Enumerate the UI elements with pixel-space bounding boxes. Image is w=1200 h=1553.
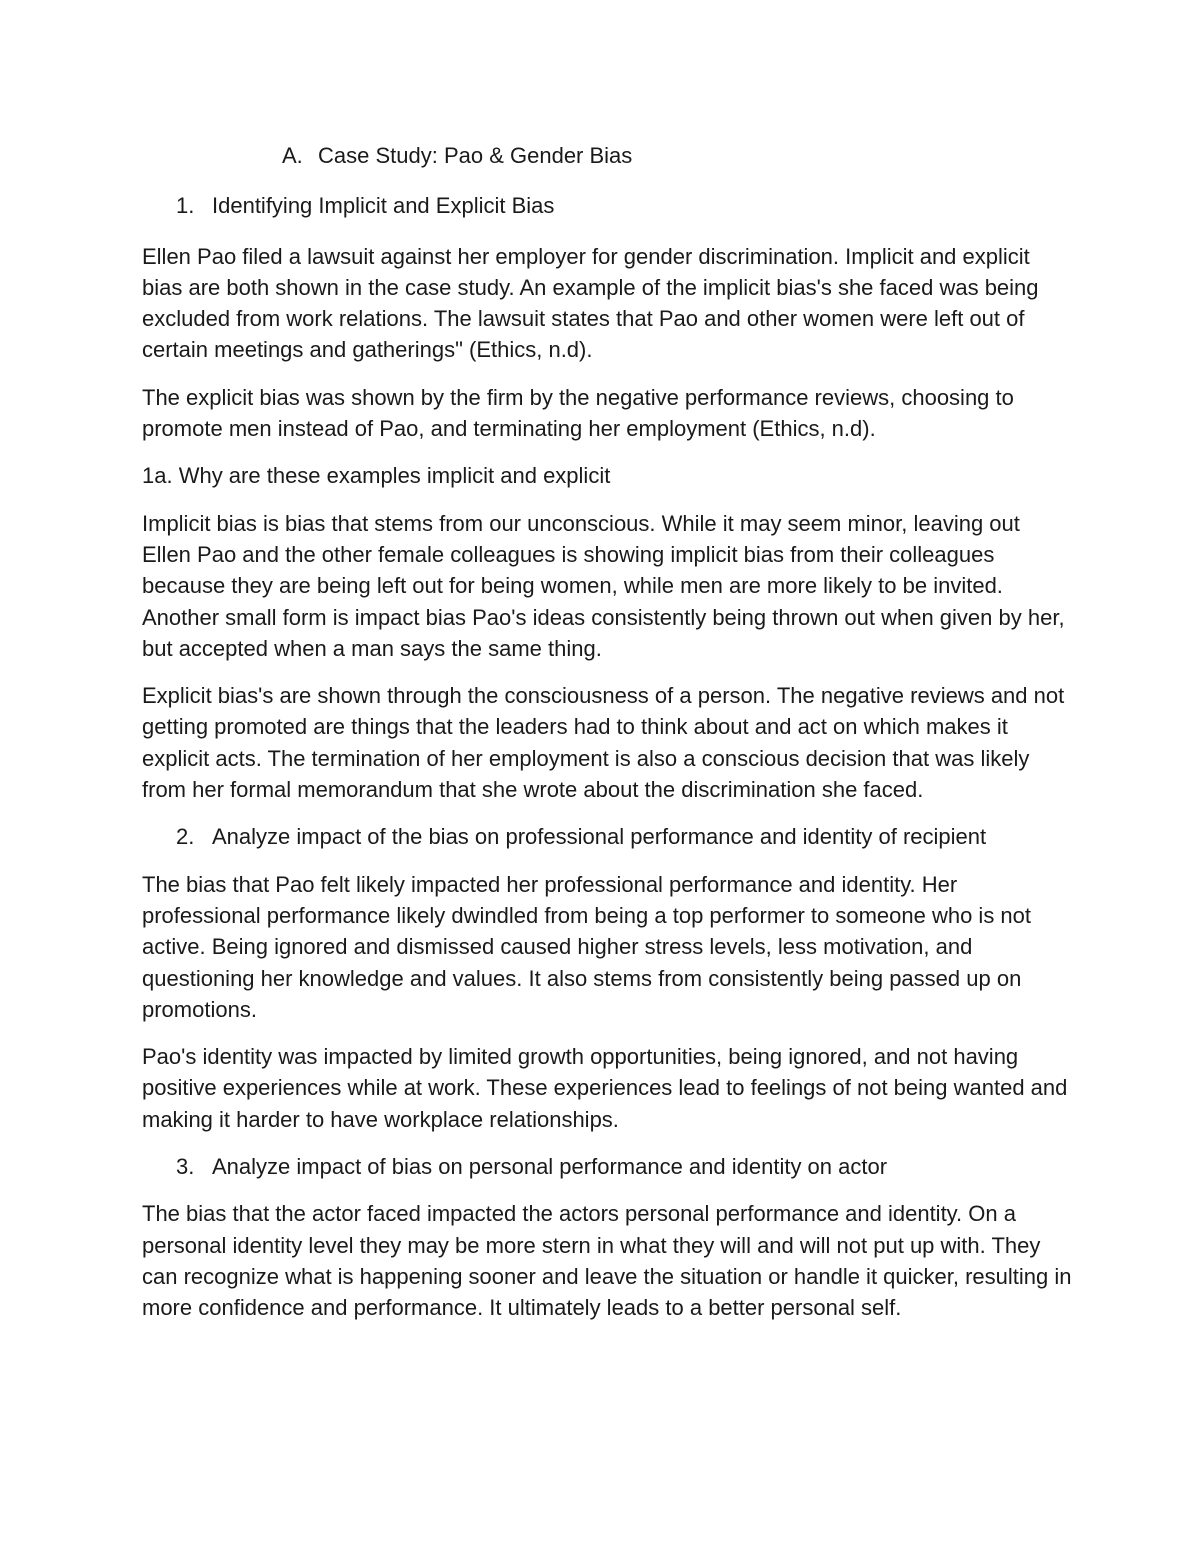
paragraph-1: Ellen Pao filed a lawsuit against her employer for gender discrimination. Implicit and explicit bias are both shown in the case study. An example of the implicit bias's she faced was being excluded from work relations. The lawsuit states that Pao and other women were left out of certain meetings and gatherings" (Ethics, n.d). <box>142 243 1039 363</box>
question-heading-2 <box>142 821 1072 852</box>
question-heading-1 <box>142 190 1072 221</box>
question-heading-3 <box>142 1151 1072 1182</box>
paragraph-7: The bias that the actor faced impacted the actors personal performance and identity. On a personal identity level they may be more stern in what they will and will not put up with. They can recognize what is happening sooner and leave the situation or handle it quicker, resulting in more confidence and performance. It ultimately leads to a better personal self. <box>142 1201 1072 1321</box>
paragraph-5: The bias that Pao felt likely impacted her professional performance and identity. Her professional performance likely dwindled from being a top performer to someone who is not active. Being ignored and dismissed caused higher stress levels, less motivation, and questioning her knowledge and values. It also stems from consistently being passed up on promotions. <box>142 871 1032 1022</box>
section-heading-a <box>142 140 1072 171</box>
question-title: Identifying Implicit and Explicit Bias <box>212 193 555 219</box>
paragraph-3: Implicit bias is bias that stems from our unconscious. While it may seem minor, leaving out Ellen Pao and the other female colleagues is showing implicit bias from their colleagues because they are being left out for being women, while men are more likely to be invited. Another small form is impact bias Pao's ideas consistently being thrown out when given by her, but accepted when a man says the same thing. <box>142 510 1065 661</box>
question-heading-1a: 1a. Why are these examples implicit and explicit <box>142 463 611 489</box>
paragraph-6: Pao's identity was impacted by limited growth opportunities, being ignored, and not having positive experiences while at work. These experiences lead to feelings of not being wanted and making it harder to have workplace relationships. <box>142 1044 1068 1132</box>
question-title: Analyze impact of the bias on professional performance and identity of recipient <box>212 824 987 850</box>
question-marker: 1. <box>176 193 195 219</box>
question-marker: 2. <box>176 824 195 850</box>
paragraph-4: Explicit bias's are shown through the consciousness of a person. The negative reviews and not getting promoted are things that the leaders had to think about and act on which makes it explicit acts. The termination of her employment is also a conscious decision that was likely from her formal memorandum that she wrote about the discrimination she faced. <box>142 683 1065 803</box>
question-title: Analyze impact of bias on personal performance and identity on actor <box>212 1154 888 1180</box>
question-marker: 3. <box>176 1154 195 1180</box>
section-marker: A. <box>282 143 303 168</box>
document-body <box>142 140 1072 1324</box>
section-title: Case Study: Pao & Gender Bias <box>318 143 633 168</box>
paragraph-2: The explicit bias was shown by the firm by the negative performance reviews, choosing to promote men instead of Pao, and terminating her employment (Ethics, n.d). <box>142 384 1014 442</box>
